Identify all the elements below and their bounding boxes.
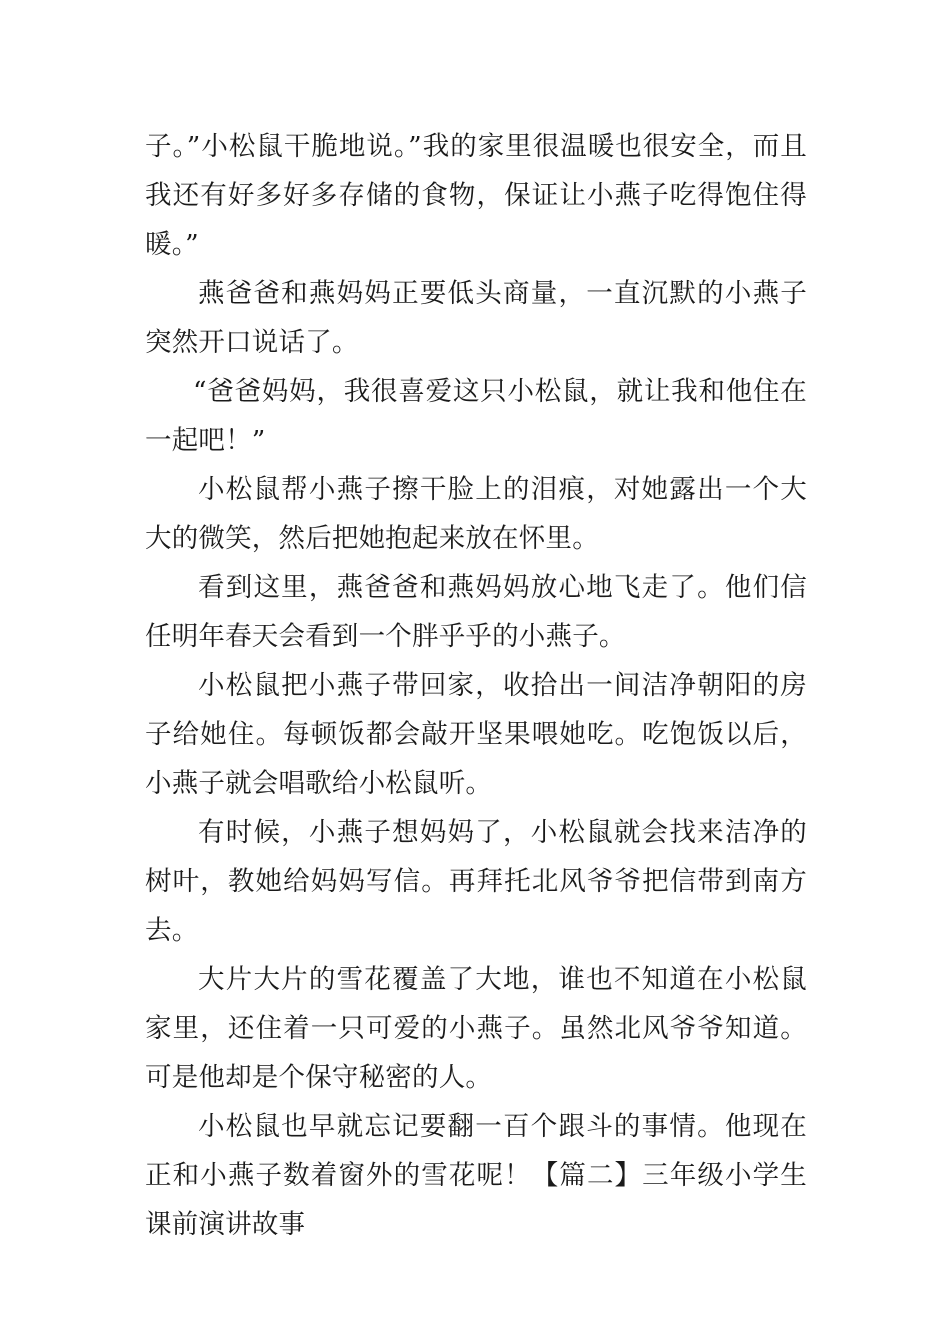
paragraph-5: 看到这里，燕爸爸和燕妈妈放心地飞走了。他们信任明年春天会看到一个胖乎乎的小燕子。 [145, 572, 807, 652]
paragraph-4: 小松鼠帮小燕子擦干脸上的泪痕，对她露出一个大大的微笑，然后把她抱起来放在怀里。 [145, 474, 807, 554]
paragraph-2: 燕爸爸和燕妈妈正要低头商量，一直沉默的小燕子突然开口说话了。 [145, 278, 807, 358]
paragraph-6: 小松鼠把小燕子带回家，收拾出一间洁净朝阳的房子给她住。每顿饭都会敲开坚果喂她吃。吃饱饭以后，小燕子就会唱歌给小松鼠听。 [145, 670, 807, 799]
paragraph-9: 小松鼠也早就忘记要翻一百个跟斗的事情。他现在正和小燕子数着窗外的雪花呢！【篇二】三年级小学生课前演讲故事 [145, 1111, 807, 1240]
paragraph-1: 子。”小松鼠干脆地说。”我的家里很温暖也很安全，而且我还有好多好多存储的食物，保证让小燕子吃得饱住得暖。” [145, 131, 807, 260]
document-body [145, 122, 807, 1249]
paragraph-7: 有时候，小燕子想妈妈了，小松鼠就会找来洁净的树叶，教她给妈妈写信。再拜托北风爷爷把信带到南方去。 [145, 817, 807, 946]
paragraph-3: “爸爸妈妈，我很喜爱这只小松鼠，就让我和他住在一起吧！” [145, 376, 807, 456]
paragraph-8: 大片大片的雪花覆盖了大地，谁也不知道在小松鼠家里，还住着一只可爱的小燕子。虽然北风爷爷知道。可是他却是个保守秘密的人。 [145, 964, 807, 1093]
